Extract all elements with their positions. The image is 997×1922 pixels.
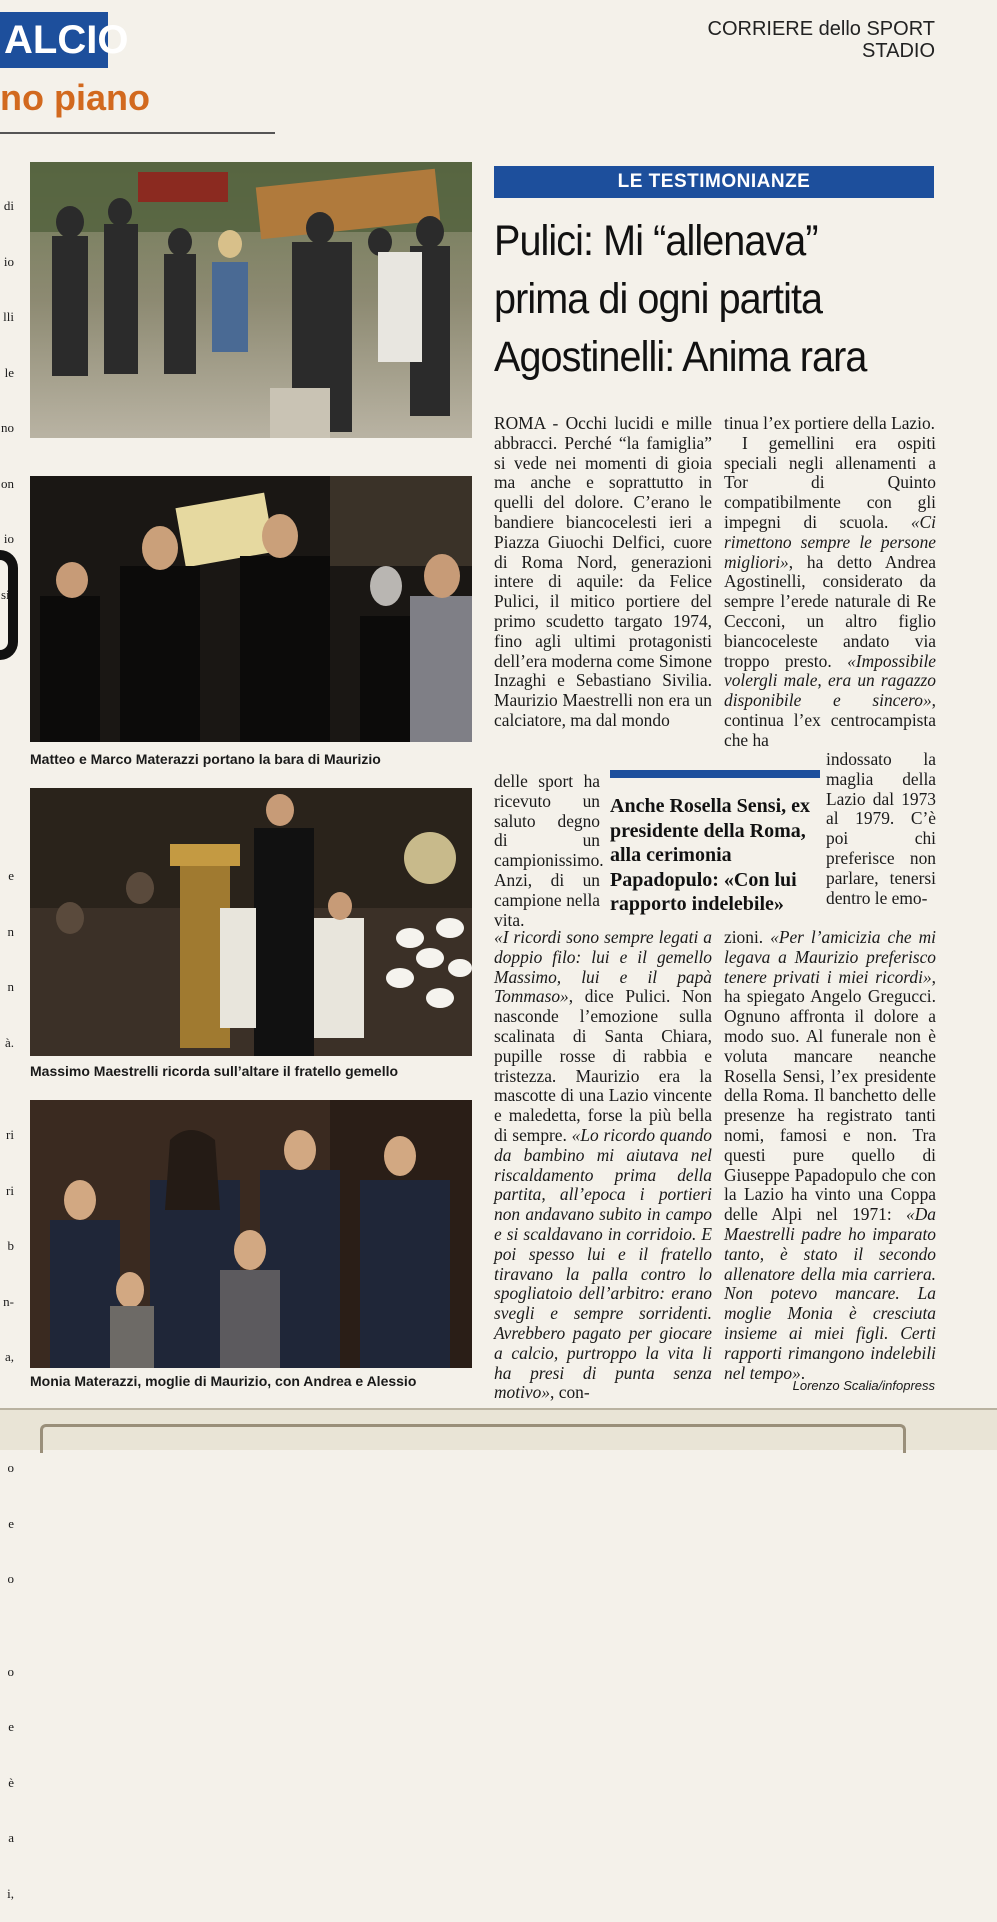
article-kicker: LE TESTIMONIANZE [494,166,934,198]
caption-pallbearers: Matteo e Marco Materazzi portano la bara di Maurizio [30,751,381,767]
next-page-band [0,1408,997,1450]
photo-family [30,1100,472,1368]
masthead [708,18,935,62]
caption-family: Monia Materazzi, moglie di Maurizio, con Andrea e Alessio [30,1373,417,1389]
article-headline [494,212,903,386]
section-subtitle: no piano [0,77,150,118]
photo-altar [30,788,472,1056]
photo-pallbearers [30,476,472,742]
headline-line-2: prima di ogni partita [494,275,823,323]
masthead-line1: CORRIERE dello SPORT [707,18,935,40]
column-1-bottom: «I ricordi sono sempre legati a doppio filo: lui e il gemello Massimo, lui e il papà Tommaso», dice Pulici. Non nasconde l’emozione sulla scalinata di Santa Chiara, pupille rosse di rabbia e tristezza. Maurizio era la mascotte di una Lazio vincente e maledetta, forse la più bella di sempre. «Lo ricordo quando da bambino mi aiutava nel riscaldamento prima della partita, all’epoca i portieri non andavano subito in campo e si scaldavano in corridoio. E poi spesso lui e il fratello tiravano la palla contro lo spogliatoio dell’arbitro: erano svegli e sempre sorridenti. Avrebbero pagato per giocare a calcio, purtroppo la vita li ha presi di punta senza motivo», con- [494,927,712,1403]
photo-procession [30,162,472,438]
left-fragment-bottom: e n n à. ri ri b n- a, o e o o e è a i, [3,868,14,1901]
masthead-line2: STADIO [862,40,935,62]
section-label: ALCIO [0,12,108,68]
headline-line-1: Pulici: Mi “allenava” [494,217,818,265]
column-1-top: ROMA - Occhi lucidi e mille abbracci. Perché “la famiglia” si vede nei momenti di gioia ma anche e soprattutto in quelli del dolore. C’erano le bandiere biancocelesti ieri a Piazza Giuochi Delfici, cuore di Roma Nord, generazioni intere di aquile: da Felice Pulici, il mitico portiere del primo scudetto targato 1974, fino agli ultimi protagonisti dell’era moderna come Simone Inzaghi e Sebastiano Sivilia. Maurizio Maestrelli non era un calciatore, ma dal mondo [494,413,712,730]
pull-quote-text: Anche Rosella Sensi, ex presidente della Roma, alla cerimonia Papadopulo: «Con lui rapporto indelebile» [610,795,810,915]
column-2-bottom: zioni. «Per l’amicizia che mi legava a Maurizio preferisco tenere privati i miei ricordi», ha spiegato Angelo Gregucci. Ognuno affronta il dolore a modo suo. Al funerale non è voluta mancare neanche Rosella Sensi, l’ex presidente della Roma. Il banchetto delle presenze ha registrato tanti nomi, famosi e non. Tra questi pure quello di Giuseppe Papadopulo che con la Lazio ha vinto una Coppa delle Alpi nel 1971: «Da Maestrelli padre ho imparato tanto, è stato il secondo allenatore della mia carriera. Non potevo mancare. La moglie Monia è cresciuta insieme ai miei figli. Certi rapporti rimangono indelebili nel tempo». [724,927,936,1383]
pull-quote [610,770,820,917]
photo-credit: Lorenzo Scalia/infopress [792,1378,935,1393]
header-rule [0,132,275,134]
next-page-ghost [40,1424,906,1453]
column-2-top: tinua l’ex portiere della Lazio. I gemellini era ospiti speciali negli allenamenti a Tor di Quinto compatibilmente con gli impegni di scuola. «Ci rimettono sempre le persone migliori», ha detto Andrea Agostinelli, considerato da sempre l’erede naturale di Re Cecconi, un altro figlio biancoceleste andato via troppo presto. «Impossibile volergli male, era un ragazzo disponibile e sincero», continua l’ex centrocampista che ha [724,413,936,750]
caption-altar: Massimo Maestrelli ricorda sull’altare il fratello gemello [30,1063,399,1079]
column-2-narrow: indossato la maglia della Lazio dal 1973 al 1979. C’è poi chi preferisce non parlare, tenersi dentro le emo- [826,749,936,908]
pull-quote-bar [610,770,820,778]
cropped-number-glyph [0,550,18,660]
left-fragment-top: di io lli le no on io si) [1,198,14,602]
column-1-narrow: delle sport ha ricevuto un saluto degno di un campionissimo. Anzi, di un campione nella vita. [494,771,604,930]
headline-line-3: Agostinelli: Anima rara [494,333,867,381]
